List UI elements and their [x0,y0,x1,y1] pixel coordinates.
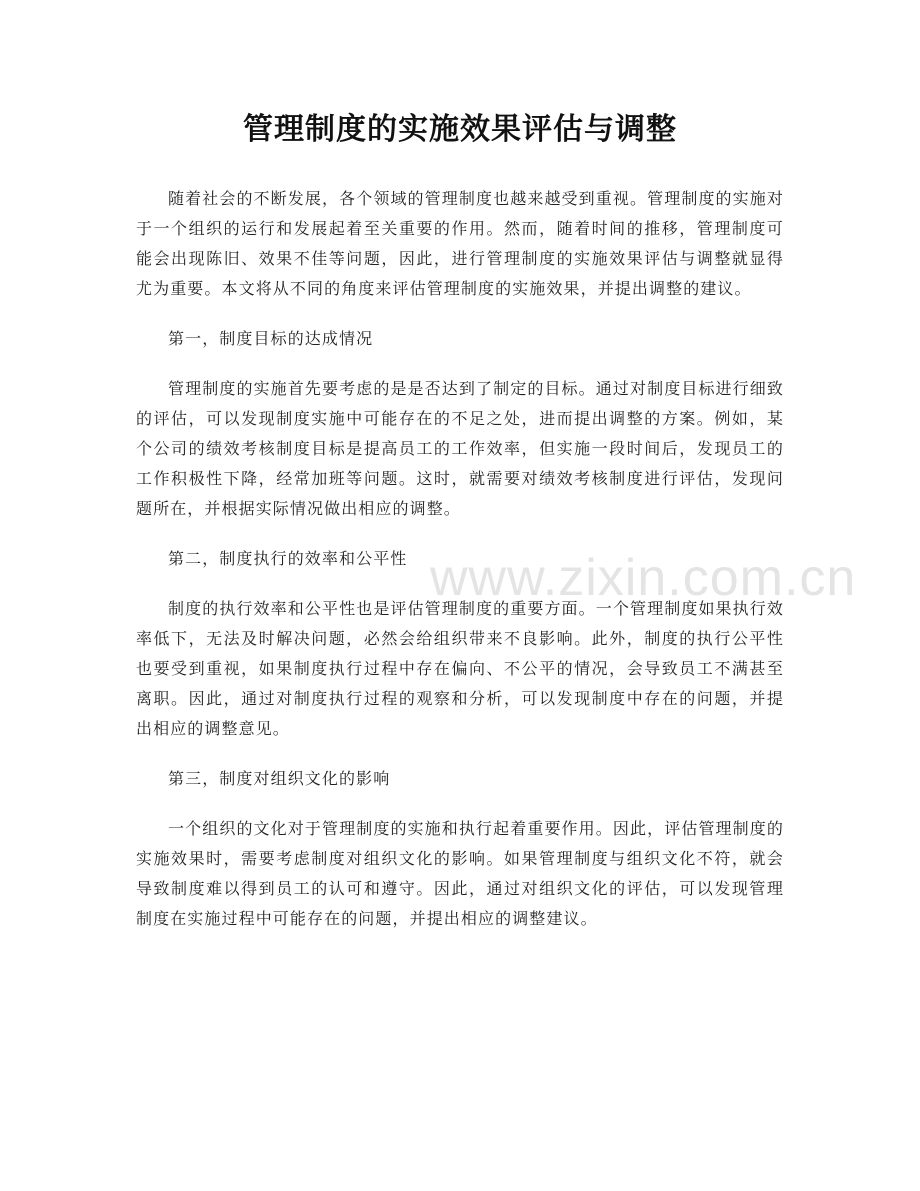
section-heading-1: 第一，制度目标的达成情况 [168,329,374,348]
section-paragraph-2: 制度的执行效率和公平性也是评估管理制度的重要方面。一个管理制度如果执行效率低下，无法及时解决问题，必然会给组织带来不良影响。此外，制度的执行公平性也要受到重视，如果制度执行过程中存在偏向、不公平的情况，会导致员工不满甚至离职。因此，通过对制度执行过程的观察和分析，可以发现制度中存在的问题，并提出相应的调整意见。 [136,599,784,738]
section-heading-3: 第三，制度对组织文化的影响 [168,769,391,788]
intro-paragraph: 随着社会的不断发展，各个领域的管理制度也越来越受到重视。管理制度的实施对于一个组织的运行和发展起着至关重要的作用。然而，随着时间的推移，管理制度可能会出现陈旧、效果不佳等问题，因此，进行管理制度的实施效果评估与调整就显得尤为重要。本文将从不同的角度来评估管理制度的实施效果，并提出调整的建议。 [136,189,784,298]
watermark-text: www.zixin.com.cn [430,549,857,607]
section-paragraph-3: 一个组织的文化对于管理制度的实施和执行起着重要作用。因此，评估管理制度的实施效果时，需要考虑制度对组织文化的影响。如果管理制度与组织文化不符，就会导致制度难以得到员工的认可和遵守。因此，通过对组织文化的评估，可以发现管理制度在实施过程中可能存在的问题，并提出相应的调整建议。 [136,819,784,928]
document-title: 管理制度的实施效果评估与调整 [243,112,677,147]
section-paragraph-1: 管理制度的实施首先要考虑的是是否达到了制定的目标。通过对制度目标进行细致的评估，可以发现制度实施中可能存在的不足之处，进而提出调整的方案。例如，某个公司的绩效考核制度目标是提高员工的工作效率，但实施一段时间后，发现员工的工作积极性下降，经常加班等问题。这时，就需要对绩效考核制度进行评估，发现问题所在，并根据实际情况做出相应的调整。 [136,379,784,518]
section-heading-2: 第二，制度执行的效率和公平性 [168,549,408,568]
document-body [136,184,784,954]
